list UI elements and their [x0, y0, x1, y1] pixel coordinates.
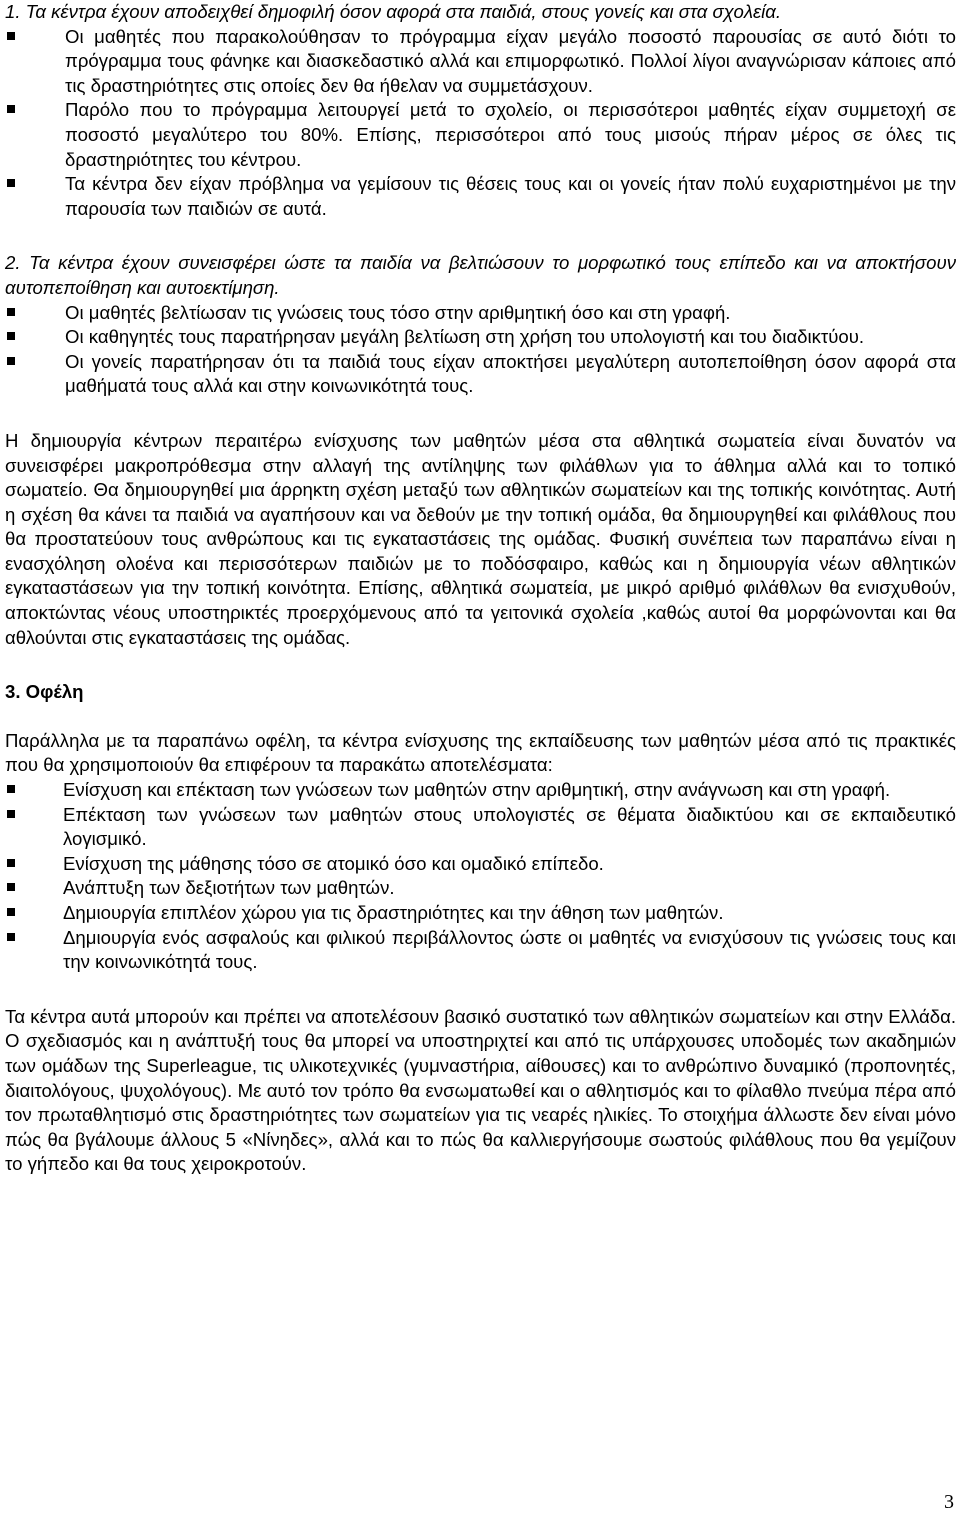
- list-item: [5, 852, 956, 877]
- list-item: [5, 172, 956, 221]
- square-bullet-icon: [7, 933, 15, 941]
- list-item: [5, 876, 956, 901]
- spacer: [5, 975, 956, 1005]
- square-bullet-icon: [7, 859, 15, 867]
- bullet-text: Οι μαθητές βελτίωσαν τις γνώσεις τους τόσο στην αριθμητική όσο και στη γραφή.: [65, 301, 731, 323]
- list-item: [5, 301, 956, 326]
- section-1-bullet-list: [5, 25, 956, 222]
- square-bullet-icon: [7, 105, 15, 113]
- spacer: [5, 705, 956, 729]
- page-number: 3: [944, 1491, 954, 1513]
- benefits-intro: Παράλληλα με τα παραπάνω οφέλη, τα κέντρα ενίσχυσης της εκπαίδευσης των μαθητών μέσα από τις πρακτικές που θα χρησιμοποιούν θα επιφέρουν τα παρακάτω αποτελέσματα:: [5, 729, 956, 776]
- bullet-text: Δημιουργία επιπλέον χώρου για τις δραστηριότητες και την άθηση των μαθητών.: [63, 902, 724, 923]
- bullet-text: Οι γονείς παρατήρησαν ότι τα παιδιά τους είχαν αποκτήσει μεγαλύτερη αυτοπεποίθηση όσον αφορά στα μαθήματά τους αλλά και στην κοινωνικότητά τους.: [65, 350, 956, 397]
- bullet-text: Δημιουργία ενός ασφαλούς και φιλικού περιβάλλοντος ώστε οι μαθητές να ενισχύσουν τις γνώσεις τους και την κοινωνικότητά τους.: [63, 926, 956, 973]
- section-1-heading: 1. Τα κέντρα έχουν αποδειχθεί δημοφιλή όσον αφορά στα παιδιά, στους γονείς και στα σχολεία.: [5, 1, 782, 22]
- spacer: [5, 650, 956, 680]
- section-2-bullet-list: [5, 301, 956, 399]
- bullet-text: Οι καθηγητές τους παρατήρησαν μεγάλη βελτίωση στη χρήση του υπολογιστή και του διαδικτύου.: [65, 326, 865, 348]
- square-bullet-icon: [7, 332, 15, 340]
- section-3-heading: 3. Οφέλη: [5, 681, 84, 703]
- square-bullet-icon: [7, 308, 15, 316]
- list-item: [5, 25, 956, 99]
- bullet-text: Οι μαθητές που παρακολούθησαν το πρόγραμμα είχαν μεγάλο ποσοστό παρουσίας σε αυτό διότι το πρόγραμμα τους φάνηκε και διασκεδαστικό αλλά και επιμορφωτικό. Πολλοί λίγοι αναγνώρισαν κάποιες από τις δραστηριότητες στις οποίες δεν θα ήθελαν να συμμετάσχουν.: [65, 25, 956, 96]
- square-bullet-icon: [7, 908, 15, 916]
- list-item: [5, 926, 956, 975]
- bullet-text: Παρόλο που το πρόγραμμα λειτουργεί μετά το σχολείο, οι περισσότεροι μαθητές είχαν συμμετοχή σε ποσοστό μεγαλύτερο του 80%. Επίσης, περισσότεροι από τους μισούς πήραν μέρος σε όλες τις δραστηριότητες του κέντρου.: [65, 99, 956, 170]
- square-bullet-icon: [7, 883, 15, 891]
- section-3-bullet-list: [5, 778, 956, 975]
- athletic-clubs-paragraph: Η δημιουργία κέντρων περαιτέρω ενίσχυσης των μαθητών μέσα στα αθλητικά σωματεία είναι δυνατόν να συνεισφέρει μακροπρόθεσμα στην αλλαγή της αντίληψης των φιλάθλων για το άθλημα αλλά και το τοπικό σωματείο. Θα δημιουργηθεί μια άρρηκτη σχέση μεταξύ των αθλητικών σωματείων και της τοπικής κοινότητας. Αυτή η σχέση θα κάνει τα παιδιά να αγαπήσουν και να δεθούν με την τοπική ομάδα, θα δημιουργηθεί και φιλάθλους που θα προστατεύουν τους ανθρώπους και τις εγκαταστάσεις της ομάδας. Φυσική συνέπεια των παραπάνω είναι η ενασχόληση ολοένα και περισσότερων παιδιών με το ποδόσφαιρο, καθώς και η δημιουργία νέων αθλητικών εγκαταστάσεων για την τοπική κοινότητα. Επίσης, αθλητικά σωματεία, με μικρό αριθμό φιλάθλων θα ενισχυθούν, αποκτώντας νέους υποστηρικτές προερχόμενους από τα γειτονικά σχολεία ,καθώς αυτοί θα μορφώνονται και θα αθλούνται στις εγκαταστάσεις της ομάδας.: [5, 429, 956, 648]
- bullet-text: Ενίσχυση και επέκταση των γνώσεων των μαθητών στην αριθμητική, στην ανάγνωση και στη γραφή.: [63, 779, 891, 801]
- spacer: [5, 399, 956, 429]
- square-bullet-icon: [7, 179, 15, 187]
- square-bullet-icon: [7, 810, 15, 818]
- bullet-text: Επέκταση των γνώσεων των μαθητών στους υπολογιστές σε θέματα διαδικτύου και σε εκπαιδευτικό λογισμικό.: [63, 803, 956, 850]
- list-item: [5, 98, 956, 172]
- bullet-text: Ανάπτυξη των δεξιοτήτων των μαθητών.: [63, 877, 395, 899]
- document-page: [5, 0, 956, 1177]
- list-item: [5, 325, 956, 350]
- list-item: [5, 901, 956, 926]
- closing-paragraph: Τα κέντρα αυτά μπορούν και πρέπει να αποτελέσουν βασικό συστατικό των αθλητικών σωματείων και στην Ελλάδα. Ο σχεδιασμός και η ανάπτυξή τους θα μπορεί να υποστηριχτεί και από τις υπάρχουσες υποδομές των ακαδημιών των ομάδων της Superleague, τις υλικοτεχνικές (γυμναστήρια, αίθουσες) και το ανθρώπινο δυναμικό (προπονητές, διαιτολόγους, ψυχολόγους). Με αυτό τον τρόπο θα ενσωματωθεί και ο αθλητισμός και το φίλαθλο πνεύμα πέρα από τον πρωταθλητισμό στις δραστηριότητες των σωματείων για τις νεαρές ηλικίες. Το στοιχήμα άλλωστε δεν είναι μόνο πώς θα βγάλουμε άλλους 5 «Νίνηδες», αλλά και το πώς θα καλλιεργήσουμε σωστούς φιλάθλους που θα γεμίζουν το γήπεδο και θα τους χειροκροτούν.: [5, 1005, 956, 1175]
- square-bullet-icon: [7, 785, 15, 793]
- section-2-heading: 2. Τα κέντρα έχουν συνεισφέρει ώστε τα παιδία να βελτιώσουν το μορφωτικό τους επίπεδο και να αποκτήσουν αυτοπεποίθηση και αυτοεκτίμηση.: [5, 252, 956, 298]
- list-item: [5, 778, 956, 803]
- list-item: [5, 350, 956, 399]
- bullet-text: Ενίσχυση της μάθησης τόσο σε ατομικό όσο και ομαδικό επίπεδο.: [63, 852, 604, 874]
- square-bullet-icon: [7, 32, 15, 40]
- square-bullet-icon: [7, 357, 15, 365]
- bullet-text: Τα κέντρα δεν είχαν πρόβλημα να γεμίσουν τις θέσεις τους και οι γονείς ήταν πολύ ευχαριστημένοι με την παρουσία των παιδιών σε αυτά.: [65, 173, 956, 219]
- list-item: [5, 803, 956, 852]
- spacer: [5, 221, 956, 251]
